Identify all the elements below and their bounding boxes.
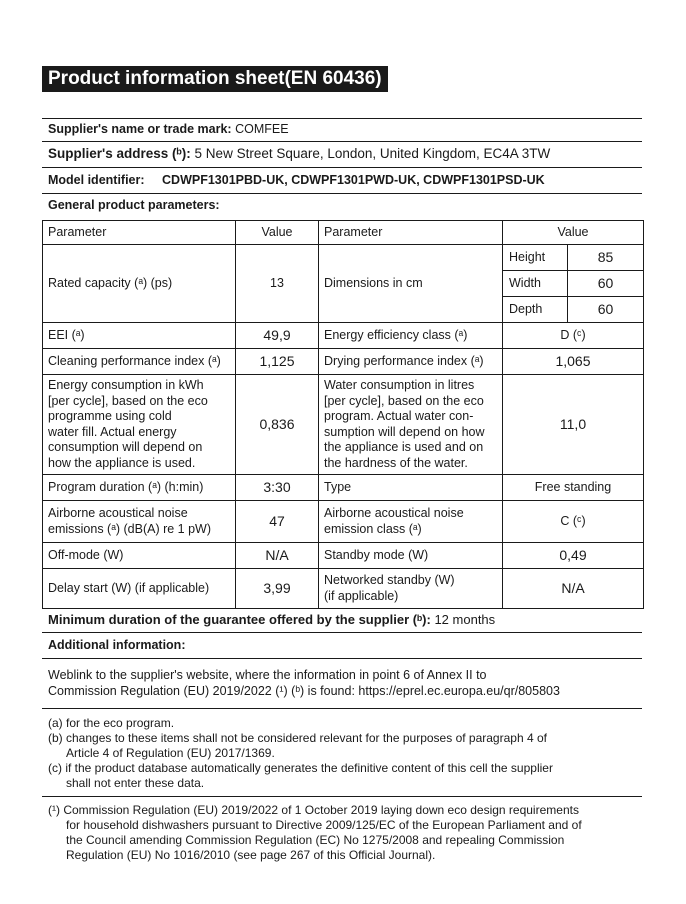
delay-start-value: 3,99	[236, 569, 319, 609]
header-value: Value	[503, 221, 644, 245]
divider	[42, 796, 642, 797]
off-mode-value: N/A	[236, 543, 319, 569]
program-duration-label: Program duration (ᵃ) (h:min)	[43, 475, 236, 501]
type-label: Type	[319, 475, 503, 501]
table-row	[43, 569, 644, 609]
model-value: CDWPF1301PBD-UK, CDWPF1301PWD-UK, CDWPF1301PSD-UK	[162, 173, 545, 187]
guarantee-label: Minimum duration of the guarantee offered by the supplier (ᵇ):	[48, 612, 431, 627]
height-value: 85	[568, 245, 643, 271]
table-row	[43, 245, 644, 323]
depth-value: 60	[597, 301, 614, 317]
width-label: Width	[503, 271, 568, 297]
supplier-address-value: 5 New Street Square, London, United Kingdom, EC4A 3TW	[194, 146, 551, 161]
standby-label: Standby mode (W)	[319, 543, 503, 569]
model-row	[48, 173, 545, 187]
supplier-name-row	[48, 122, 289, 136]
dimensions-label: Dimensions in cm	[319, 245, 503, 323]
footnote-line: the Council amending Commission Regulation (EC) No 1275/2008 and repealing Commission	[66, 833, 565, 847]
guarantee-value: 12 months	[434, 612, 496, 627]
type-value: Free standing	[503, 475, 644, 501]
dimensions-cell	[503, 245, 644, 323]
note-a: (a) for the eco program.	[48, 716, 175, 730]
guarantee-row	[48, 612, 495, 627]
divider	[42, 167, 642, 168]
divider	[42, 632, 642, 633]
footnote-line: for household dishwashers pursuant to Directive 2009/125/EC of the European Parliament and of	[66, 818, 582, 832]
parameters-table	[42, 220, 644, 609]
table-row	[43, 323, 644, 349]
header-value: Value	[236, 221, 319, 245]
supplier-address-label: Supplier's address (ᵇ):	[48, 146, 191, 161]
weblink-text: Weblink to the supplier's website, where the information in point 6 of Annex II to Commission Regulation (EU) 2019/2022 (¹) (ᵇ) is found: https://eprel.ec.europa.eu/qr/805803	[48, 668, 560, 698]
table-row	[43, 375, 644, 475]
energy-class-label: Energy efficiency class (ᵃ)	[319, 323, 503, 349]
note-b: (b) changes to these items shall not be considered relevant for the purposes of paragraph 4 of	[48, 731, 547, 745]
energy-consumption-label: Energy consumption in kWh [per cycle], based on the eco programme using cold water fill. Actual energy consumption will depend on how the appliance is used.	[43, 375, 236, 475]
rated-capacity-label: Rated capacity (ᵃ) (ps)	[43, 245, 236, 323]
program-duration-value: 3:30	[236, 475, 319, 501]
noise-value: 47	[236, 501, 319, 543]
standby-value: 0,49	[503, 543, 644, 569]
depth-label: Depth	[503, 297, 568, 322]
divider	[42, 118, 642, 119]
eei-label: EEI (ᵃ)	[43, 323, 236, 349]
table-row	[43, 349, 644, 375]
table-header-row	[43, 221, 644, 245]
footnote-line: (¹) Commission Regulation (EU) 2019/2022 of 1 October 2019 laying down eco design requirements	[48, 803, 579, 817]
noise-class-value: C (ᶜ)	[503, 501, 644, 543]
divider	[42, 708, 642, 709]
divider	[42, 141, 642, 142]
off-mode-label: Off-mode (W)	[43, 543, 236, 569]
supplier-name-label: Supplier's name or trade mark:	[48, 122, 232, 136]
header-parameter: Parameter	[319, 221, 503, 245]
general-params-label: General product parameters:	[48, 198, 220, 212]
cleaning-value: 1,125	[236, 349, 319, 375]
energy-class-value: D (ᶜ)	[503, 323, 644, 349]
page-title: Product information sheet(EN 60436)	[42, 66, 388, 92]
note-c: (c) if the product database automatically generates the definitive content of this cell the supplier	[48, 761, 553, 775]
delay-start-label: Delay start (W) (if applicable)	[43, 569, 236, 609]
supplier-name-value: COMFEE	[235, 122, 289, 136]
drying-value: 1,065	[503, 349, 644, 375]
noise-label: Airborne acoustical noise emissions (ᵃ) (dB(A) re 1 pW)	[43, 501, 236, 543]
note-b-cont: Article 4 of Regulation (EU) 2017/1369.	[66, 746, 275, 760]
table-row	[43, 475, 644, 501]
supplier-address-row	[48, 146, 550, 161]
height-label: Height	[503, 245, 568, 271]
width-value: 60	[568, 271, 643, 297]
rated-capacity-value: 13	[236, 245, 319, 323]
model-label: Model identifier:	[48, 173, 145, 187]
header-parameter: Parameter	[43, 221, 236, 245]
networked-standby-label: Networked standby (W) (if applicable)	[319, 569, 503, 609]
notes-block	[48, 716, 553, 791]
table-row	[43, 543, 644, 569]
table-row	[43, 501, 644, 543]
weblink-url[interactable]: Commission Regulation (EU) 2019/2022 (¹) (ᵇ) is found: https://eprel.ec.europa.eu/qr/805803	[48, 683, 560, 698]
noise-class-label: Airborne acoustical noise emission class (ᵃ)	[319, 501, 503, 543]
networked-standby-value: N/A	[503, 569, 644, 609]
additional-info-label: Additional information:	[48, 638, 186, 652]
eei-value: 49,9	[236, 323, 319, 349]
water-consumption-value: 11,0	[503, 375, 644, 475]
water-consumption-label: Water consumption in litres [per cycle], based on the eco program. Actual water con- sumption will depend on how the appliance is used and on the hardness of the water.	[319, 375, 503, 475]
drying-label: Drying performance index (ᵃ)	[319, 349, 503, 375]
footnote-line: Regulation (EU) No 1016/2010 (see page 267 of this Official Journal).	[66, 848, 436, 862]
note-c-cont: shall not enter these data.	[66, 776, 205, 790]
energy-consumption-value: 0,836	[236, 375, 319, 475]
cleaning-label: Cleaning performance index (ᵃ)	[43, 349, 236, 375]
footnote-block	[48, 803, 582, 863]
divider	[42, 658, 642, 659]
divider	[42, 193, 642, 194]
